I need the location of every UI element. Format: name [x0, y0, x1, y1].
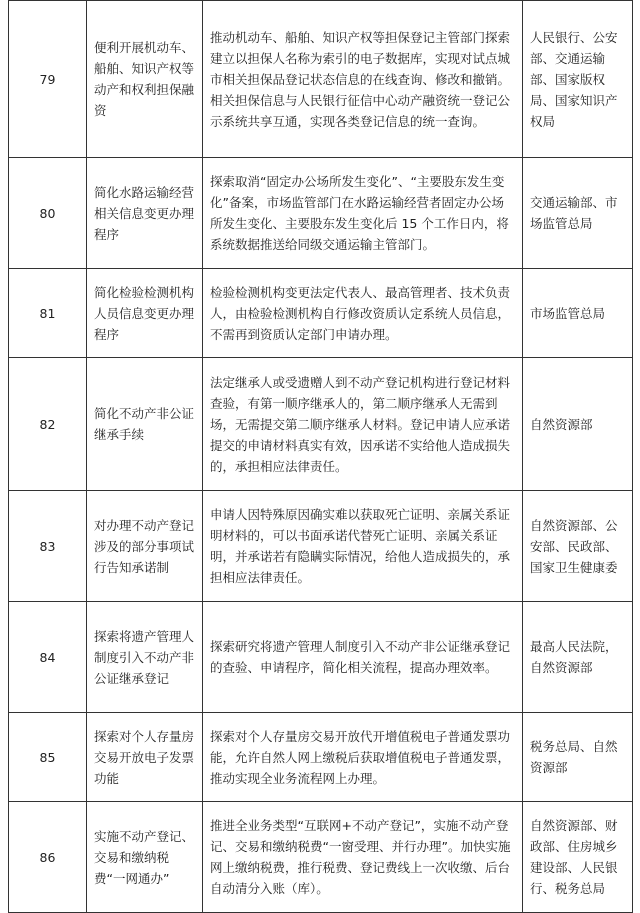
reform-measure: 探索对个人存量房交易开放代开增值税电子普通发票功能，允许自然人网上缴税后获取增值税电子普通发票，推动实现全业务流程网上办理。 — [203, 713, 523, 802]
reform-measure: 探索取消“固定办公场所发生变化”、“主要股东发生变化”备案，市场监管部门在水路运输经营者固定办公场所发生变化、主要股东发生变化后 15 个工作日内，将系统数据推送给同级交通运输主管部门。 — [203, 158, 523, 269]
reform-item: 对办理不动产登记涉及的部分事项试行告知承诺制 — [87, 491, 203, 602]
reform-item: 探索将遗产管理人制度引入不动产非公证继承登记 — [87, 602, 203, 713]
reform-measure: 推动机动车、船舶、知识产权等担保登记主管部门探索建立以担保人名称为索引的电子数据库，实现对试点城市相关担保品登记状态信息的在线查询、修改和撤销。相关担保信息与人民银行征信中心动产融资统一登记公示系统共享互通，实现各类登记信息的统一查询。 — [203, 1, 523, 158]
responsible-departments: 市场监管总局 — [523, 269, 633, 358]
row-number: 86 — [9, 802, 87, 913]
table-row — [9, 802, 633, 913]
responsible-departments: 交通运输部、市场监管总局 — [523, 158, 633, 269]
row-number: 80 — [9, 158, 87, 269]
row-number: 81 — [9, 269, 87, 358]
table-row — [9, 1, 633, 158]
table-row — [9, 491, 633, 602]
responsible-departments: 自然资源部 — [523, 358, 633, 491]
reform-measure: 申请人因特殊原因确实难以获取死亡证明、亲属关系证明材料的，可以书面承诺代替死亡证明、亲属关系证明，并承诺若有隐瞒实际情况，给他人造成损失的，承担相应法律责任。 — [203, 491, 523, 602]
table-row — [9, 269, 633, 358]
row-number: 85 — [9, 713, 87, 802]
responsible-departments: 最高人民法院，自然资源部 — [523, 602, 633, 713]
table-row — [9, 602, 633, 713]
reform-measures-table — [8, 0, 633, 913]
row-number: 79 — [9, 1, 87, 158]
reform-item: 简化不动产非公证继承手续 — [87, 358, 203, 491]
reform-item: 简化检验检测机构人员信息变更办理程序 — [87, 269, 203, 358]
reform-measure: 探索研究将遗产管理人制度引入不动产非公证继承登记的查验、申请程序，简化相关流程，提高办理效率。 — [203, 602, 523, 713]
reform-measure: 法定继承人或受遗赠人到不动产登记机构进行登记材料查验，有第一顺序继承人的，第二顺序继承人无需到场，无需提交第二顺序继承人材料。登记申请人应承诺提交的申请材料真实有效，因承诺不实给他人造成损失的，承担相应法律责任。 — [203, 358, 523, 491]
reform-measure: 推进全业务类型“互联网+不动产登记”，实施不动产登记、交易和缴纳税费“一窗受理、并行办理”。加快实施网上缴纳税费，推行税费、登记费线上一次收缴、后台自动清分入账（库）。 — [203, 802, 523, 913]
table-row — [9, 358, 633, 491]
reform-item: 实施不动产登记、交易和缴纳税费“一网通办” — [87, 802, 203, 913]
responsible-departments: 自然资源部、公安部、民政部、国家卫生健康委 — [523, 491, 633, 602]
reform-item: 简化水路运输经营相关信息变更办理程序 — [87, 158, 203, 269]
table-row — [9, 158, 633, 269]
table-row — [9, 713, 633, 802]
reform-measure: 检验检测机构变更法定代表人、最高管理者、技术负责人，由检验检测机构自行修改资质认定系统人员信息，不需再到资质认定部门申请办理。 — [203, 269, 523, 358]
row-number: 84 — [9, 602, 87, 713]
responsible-departments: 人民银行、公安部、交通运输部、国家版权局、国家知识产权局 — [523, 1, 633, 158]
row-number: 82 — [9, 358, 87, 491]
responsible-departments: 税务总局、自然资源部 — [523, 713, 633, 802]
reform-item: 便利开展机动车、船舶、知识产权等动产和权利担保融资 — [87, 1, 203, 158]
row-number: 83 — [9, 491, 87, 602]
reform-item: 探索对个人存量房交易开放电子发票功能 — [87, 713, 203, 802]
responsible-departments: 自然资源部、财政部、住房城乡建设部、人民银行、税务总局 — [523, 802, 633, 913]
